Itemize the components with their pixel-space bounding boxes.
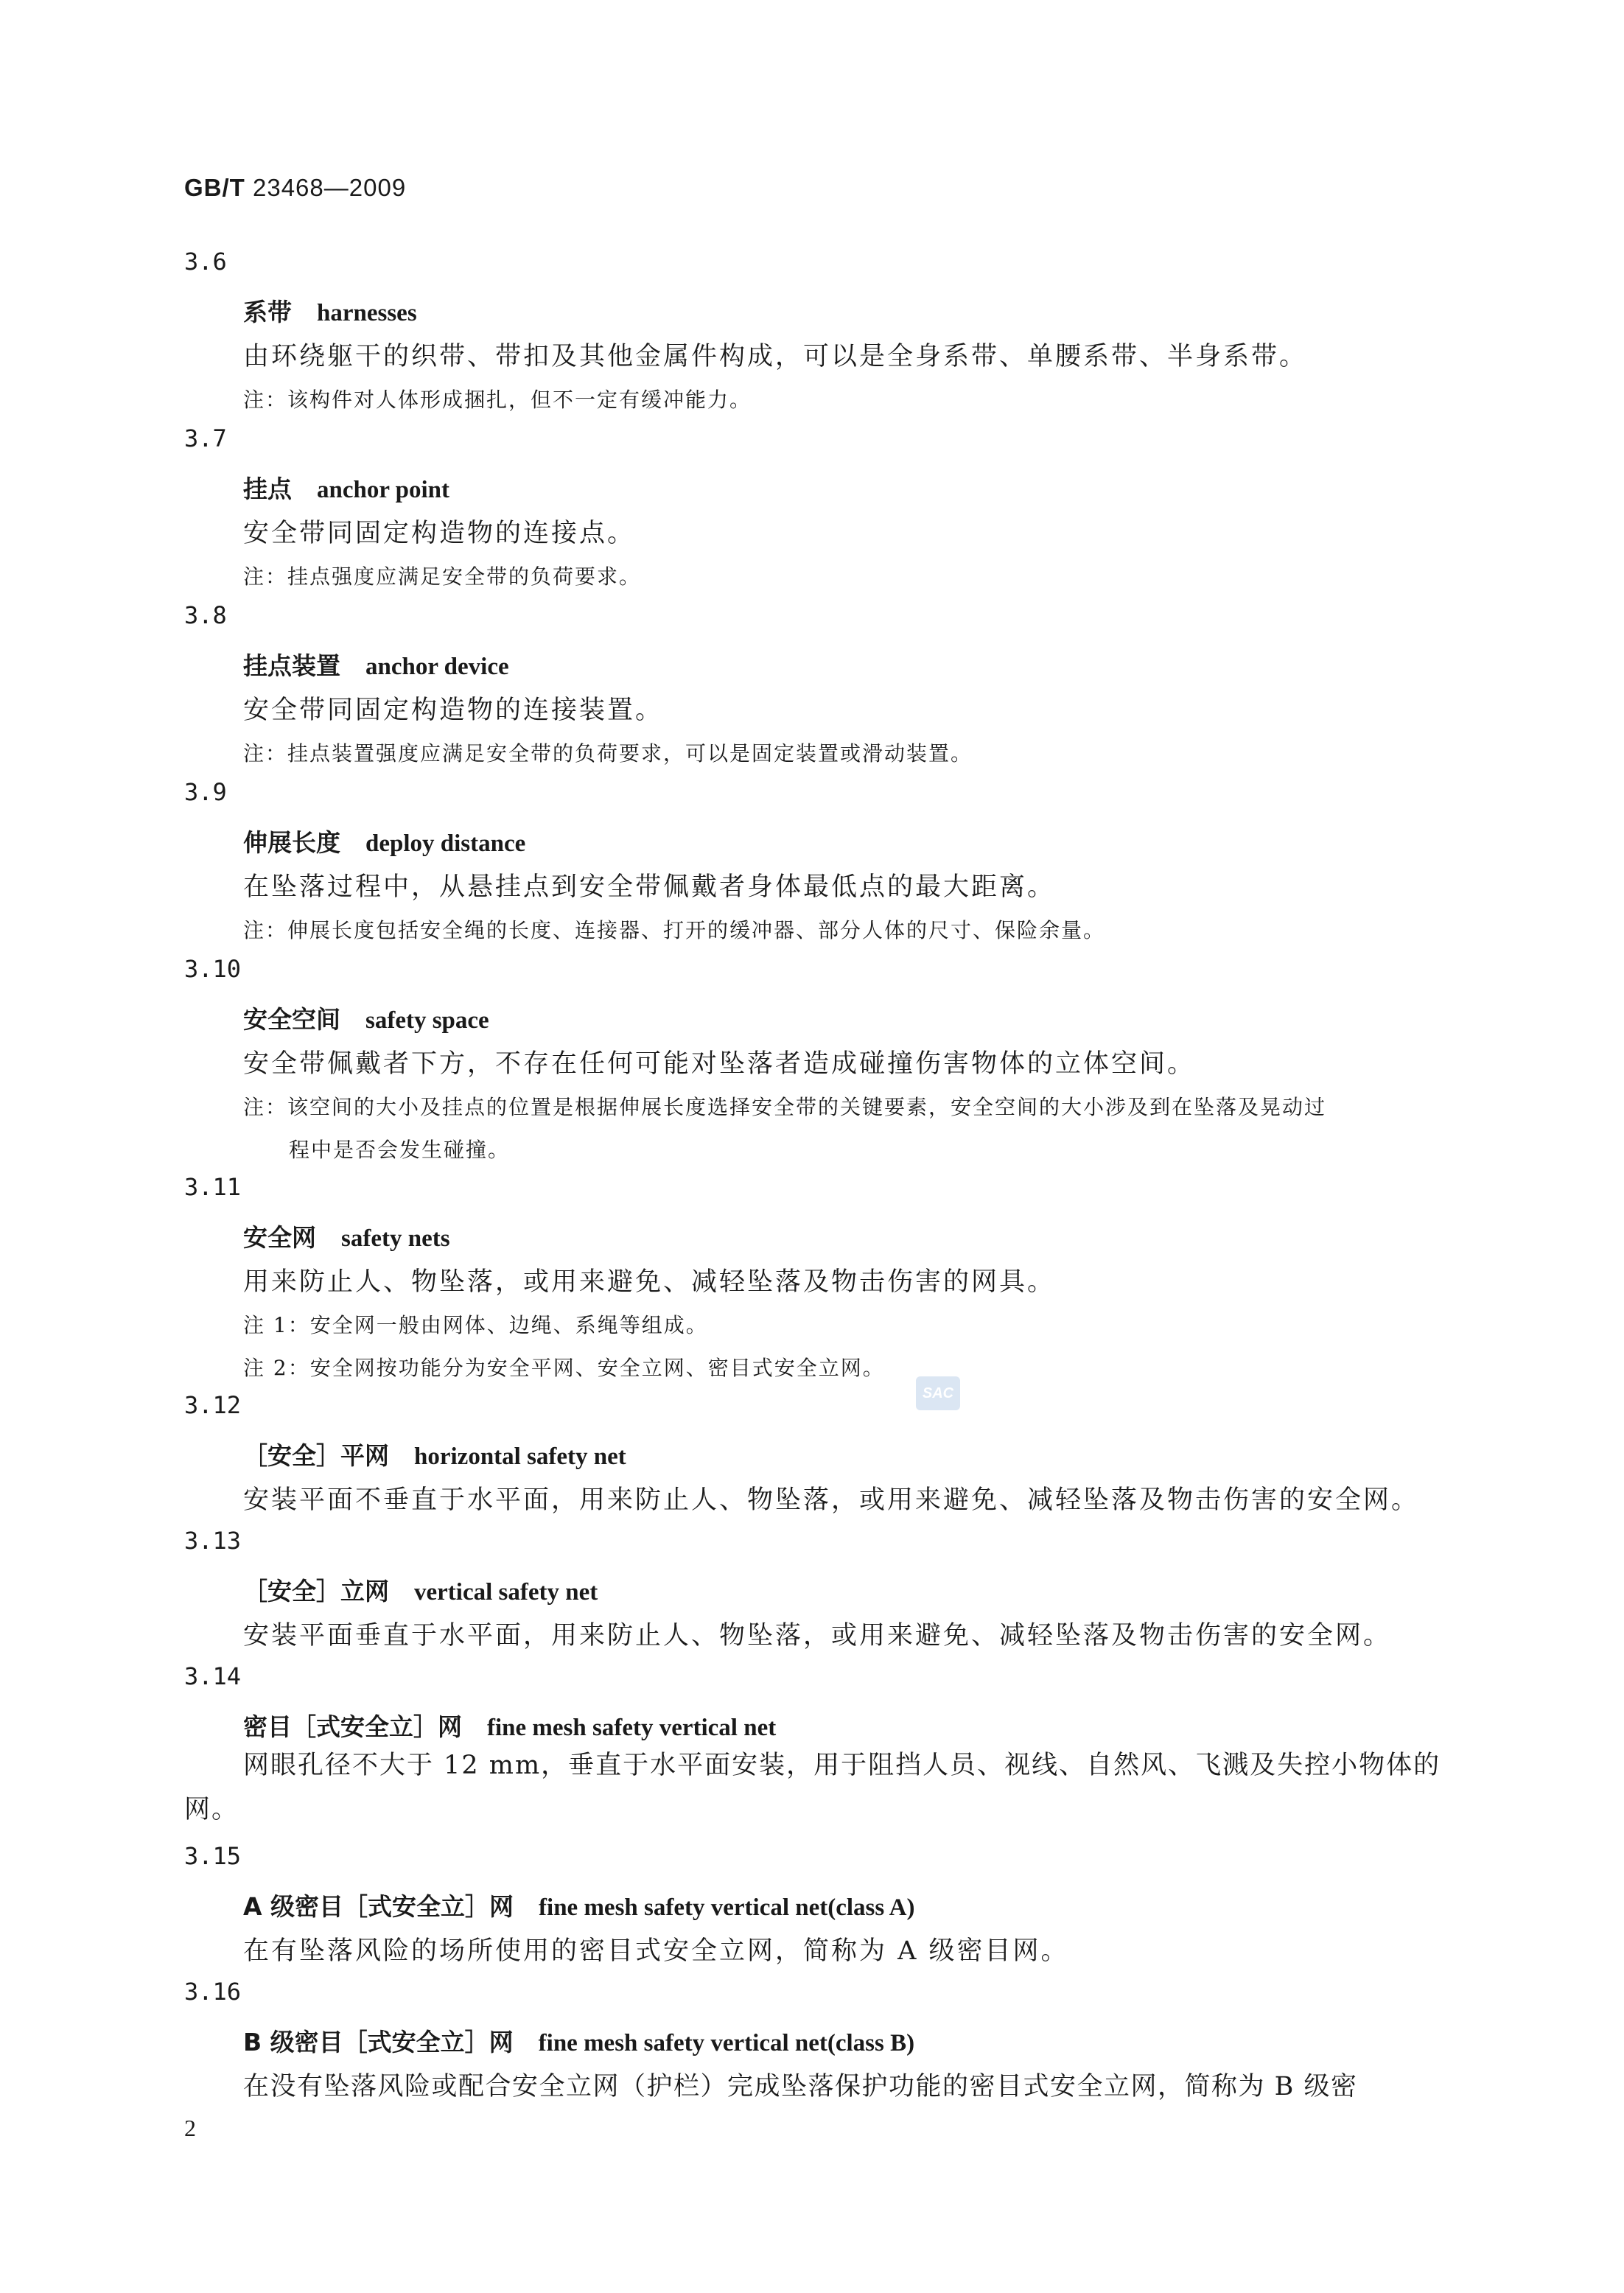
entry-definition: 安装平面不垂直于水平面，用来防止人、物坠落，或用来避免、减轻坠落及物击伤害的安全网。 [243, 1485, 1420, 1515]
entry-number: 3.15 [184, 1842, 242, 1870]
entry-definition: 安全带佩戴者下方，不存在任何可能对坠落者造成碰撞伤害物体的立体空间。 [243, 1049, 1196, 1079]
entry-definition: 安装平面垂直于水平面，用来防止人、物坠落，或用来避免、减轻坠落及物击伤害的安全网。 [243, 1621, 1392, 1650]
entry-note: 注：该构件对人体形成捆扎，但不一定有缓冲能力。 [243, 388, 752, 412]
standard-code-number: 23468—2009 [253, 174, 407, 201]
entry-definition: 由环绕躯干的织带、带扣及其他金属件构成，可以是全身系带、单腰系带、半身系带。 [243, 342, 1308, 371]
entry-definition: 安全带同固定构造物的连接装置。 [243, 696, 664, 725]
term-cn: 安全空间 [243, 1005, 340, 1034]
entry-term [243, 824, 525, 858]
entry-note: 注：挂点强度应满足安全带的负荷要求。 [243, 564, 642, 589]
entry-term [243, 1708, 776, 1743]
entry-term [243, 1437, 626, 1471]
term-en: fine mesh safety vertical net [487, 1715, 777, 1741]
term-en: anchor point [317, 477, 450, 503]
term-en: safety nets [341, 1225, 450, 1252]
term-en: vertical safety net [414, 1579, 598, 1606]
entry-term [243, 647, 509, 682]
entry-note: 注：伸展长度包括安全绳的长度、连接器、打开的缓冲器、部分人体的尺寸、保险余量。 [243, 918, 1106, 942]
sac-watermark-logo: SAC [916, 1376, 960, 1410]
entry-term [243, 470, 449, 505]
entry-definition: 在坠落过程中，从悬挂点到安全带佩戴者身体最低点的最大距离。 [243, 872, 1056, 902]
term-en: fine mesh safety vertical net(class B) [538, 2030, 915, 2056]
term-cn: 挂点 [243, 475, 292, 503]
term-en: anchor device [365, 654, 509, 680]
entry-number: 3.14 [184, 1662, 242, 1690]
entry-definition: 网眼孔径不大于 12 mm，垂直于水平面安装，用于阻挡人员、视线、自然风、飞溅及失控小物体的网。 [184, 1751, 1441, 1824]
entry-note [243, 1086, 1450, 1172]
note-line-continued: 程中是否会发生碰撞。 [289, 1138, 511, 1162]
entry-term [243, 1219, 450, 1253]
term-en: harnesses [317, 300, 417, 326]
entry-number: 3.11 [184, 1173, 242, 1201]
entry-number: 3.13 [184, 1527, 242, 1555]
entry-term [243, 1001, 489, 1035]
term-cn: B 级密目［式安全立］网 [243, 2028, 514, 2056]
entry-number: 3.12 [184, 1391, 242, 1419]
term-cn: 伸展长度 [243, 828, 340, 857]
entry-definition: 在有坠落风险的场所使用的密目式安全立网，简称为 A 级密目网。 [243, 1936, 1069, 1966]
entry-note: 注 2：安全网按功能分为安全平网、安全立网、密目式安全立网。 [243, 1356, 885, 1380]
entry-definition: 在没有坠落风险或配合安全立网（护栏）完成坠落保护功能的密目式安全立网，简称为 B 级密 [243, 2072, 1358, 2101]
entry-term [243, 2023, 914, 2058]
entry-number: 3.10 [184, 955, 242, 983]
standard-code-prefix: GB/T [184, 174, 245, 201]
entry-number: 3.6 [184, 248, 227, 276]
term-cn: 安全网 [243, 1223, 316, 1252]
entry-number: 3.16 [184, 1978, 242, 2006]
term-cn: A 级密目［式安全立］网 [243, 1892, 514, 1921]
page-number: 2 [184, 2115, 196, 2141]
entry-term [243, 293, 417, 328]
entry-definition: 用来防止人、物坠落，或用来避免、减轻坠落及物击伤害的网具。 [243, 1267, 1056, 1297]
term-cn: 挂点装置 [243, 651, 340, 680]
entry-note: 注：挂点装置强度应满足安全带的负荷要求，可以是固定装置或滑动装置。 [243, 741, 973, 766]
term-cn: ［安全］立网 [243, 1577, 389, 1606]
entry-definition: 安全带同固定构造物的连接点。 [243, 519, 636, 548]
note-line: 注：该空间的大小及挂点的位置是根据伸展长度选择安全带的关键要素，安全空间的大小涉及到在坠落及晃动过 [243, 1095, 1327, 1119]
term-cn: 系带 [243, 298, 292, 326]
entry-number: 3.7 [184, 424, 227, 452]
term-cn: ［安全］平网 [243, 1441, 389, 1470]
standard-code [184, 174, 406, 202]
term-en: horizontal safety net [414, 1443, 626, 1470]
entry-term [243, 1572, 598, 1607]
entry-number: 3.9 [184, 778, 227, 806]
entry-number: 3.8 [184, 601, 227, 629]
term-en: safety space [365, 1007, 489, 1034]
term-en: fine mesh safety vertical net(class A) [539, 1894, 915, 1921]
term-cn: 密目［式安全立］网 [243, 1712, 462, 1741]
term-en: deploy distance [365, 830, 526, 857]
entry-term [243, 1888, 914, 1922]
entry-note: 注 1：安全网一般由网体、边绳、系绳等组成。 [243, 1313, 708, 1337]
